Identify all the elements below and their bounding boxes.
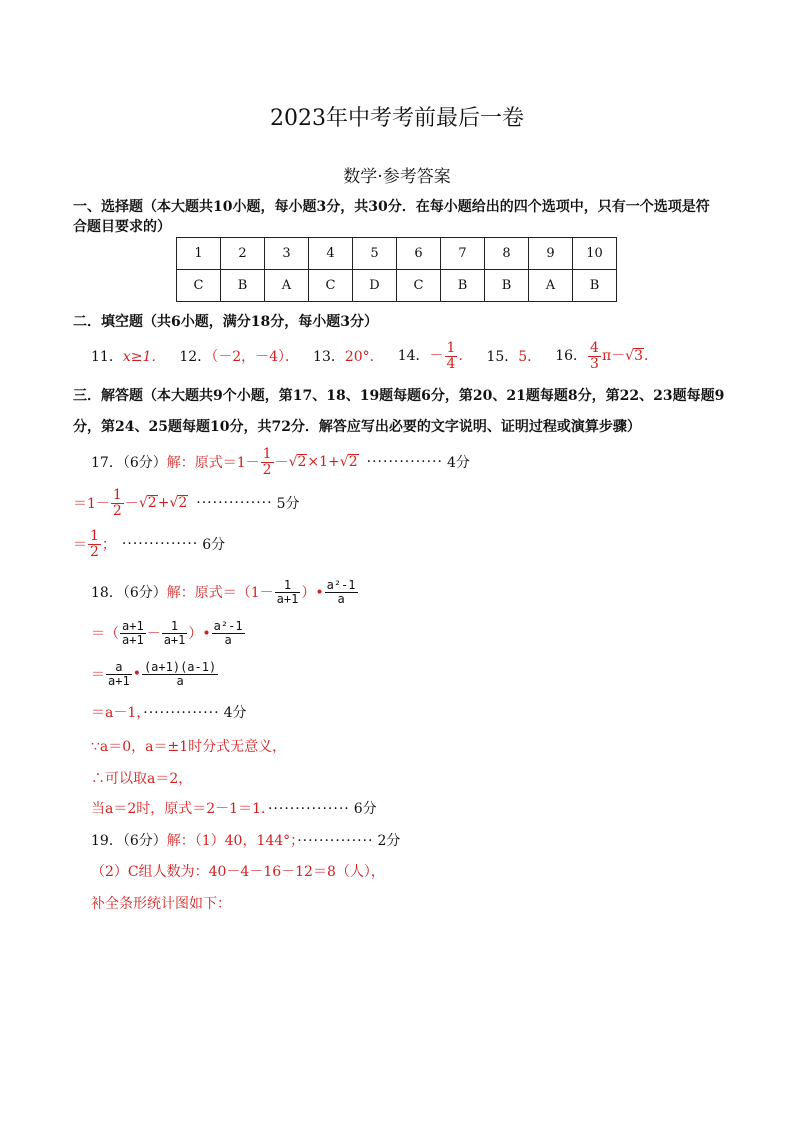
q17-label: 17．（6分） [91, 455, 167, 471]
q18-line7: 当a＝2时，原式＝2－1＝1．··············· 6分 [91, 801, 377, 817]
table-cell: 2 [221, 238, 265, 270]
fraction: $\frac{1}{a+1}$ [163, 618, 186, 647]
table-cell: 1 [177, 238, 221, 270]
fill-item-11: 11．x≥1． [91, 349, 166, 365]
section2-heading: 二．填空题（共6小题，满分18分，每小题3分） [73, 314, 378, 330]
sqrt-sign: √ [339, 454, 349, 470]
fill-item-16: 16． $\frac{4}{3}$ π－√3． [555, 339, 658, 372]
fraction: $\frac{1}{2}$ [90, 527, 99, 560]
table-cell: 6 [397, 238, 441, 270]
fill-item-12: 12．（－2，－4）． [179, 349, 300, 365]
table-cell: A [529, 270, 573, 302]
table-cell: B [221, 270, 265, 302]
answer-table-numbers-row [177, 238, 617, 270]
fill-item-14: 14．－ $\frac{1}{4}$ ． [397, 339, 473, 372]
q19-line1: 19．（6分）解：（1）40，144°；·············· 2分 [91, 833, 401, 849]
sqrt-sign: √ [169, 495, 179, 511]
q18-label: 18．（6分） [91, 585, 167, 601]
table-cell: 9 [529, 238, 573, 270]
section3-heading-cont: 分，第24、25题每题10分，共72分．解答应写出必要的文字说明、证明过程或演算步骤） [73, 419, 641, 435]
answer-table-answers-row [177, 270, 617, 302]
fraction: $\frac{a}{a+1}$ [108, 659, 130, 688]
table-cell: 7 [441, 238, 485, 270]
fraction: $\frac{\text{a²-1}}{a}$ [326, 577, 356, 606]
fraction: $\frac{1}{2}$ [112, 486, 122, 519]
sqrt-sign: √ [625, 348, 635, 364]
q19-line2: （2）C组人数为：40－4－16－12＝8（人）， [91, 864, 385, 880]
table-cell: 10 [573, 238, 617, 270]
table-cell: B [485, 270, 529, 302]
q18-line1: 18．（6分） 解：原式＝（1－ $\frac{1}{a+1}$ ）• $\frac{\text{a²-1}}{a}$ [91, 577, 356, 606]
q19-line3: 补全条形统计图如下： [91, 896, 231, 912]
answer-table [176, 237, 617, 302]
q18-line5: ∵a＝0，a＝±1时分式无意义， [91, 739, 287, 755]
table-cell: 4 [309, 238, 353, 270]
table-cell: B [573, 270, 617, 302]
q17-line3: ＝ $\frac{1}{2}$ ； ·············· 6分 [73, 527, 226, 560]
table-cell: 8 [485, 238, 529, 270]
fraction: $\frac{a+1}{a+1}$ [122, 618, 144, 647]
fraction: $\frac{\text{a²-1}}{a}$ [213, 618, 243, 647]
q19-label: 19．（6分） [91, 833, 167, 849]
fill-item-15: 15．5． [486, 349, 542, 365]
section1-heading: 一、选择题（本大题共10小题，每小题3分，共30分．在每小题给出的四个选项中，只有一个选项是符 [73, 199, 710, 215]
q18-line3: ＝ $\frac{a}{a+1}$ • $\frac{(a+1)(a-1)}{a}$ [91, 659, 217, 688]
page-subtitle: 数学·参考答案 [343, 167, 451, 187]
table-cell: B [441, 270, 485, 302]
q18-line2: ＝（ $\frac{a+1}{a+1}$ － $\frac{1}{a+1}$ ）• $\frac{\text{a²-1}}{a}$ [91, 618, 243, 647]
section1-heading-cont: 合题目要求的） [73, 219, 171, 235]
fill-item-13: 13．20°． [313, 349, 384, 365]
fraction: $\frac{1}{2}$ [262, 445, 272, 478]
table-cell: C [177, 270, 221, 302]
table-cell: A [265, 270, 309, 302]
fraction: $\frac{1}{a+1}$ [276, 577, 299, 606]
sqrt-sign: √ [138, 495, 148, 511]
q18-line6: ∴可以取a＝2， [91, 771, 193, 787]
table-cell: C [397, 270, 441, 302]
table-cell: C [309, 270, 353, 302]
q17-line2: ＝1－ $\frac{1}{2}$ － √ 2 + √ 2 ·············· 5分 [73, 486, 300, 519]
fraction: $\frac{1}{4}$ [446, 339, 456, 372]
page-title: 2023年中考考前最后一卷 [270, 106, 524, 131]
q17-line1: 17．（6分） 解：原式＝1－ $\frac{1}{2}$ － √ 2 ×1+ √ 2 ·············· 4分 [91, 445, 470, 478]
section3-heading: 三．解答题（本大题共9个小题，第17、18、19题每题6分，第20、21题每题8分，第22、23题每题9 [73, 388, 725, 404]
fraction: $\frac{(a+1)(a-1)}{a}$ [143, 659, 217, 688]
q18-line4: ＝a－1，·············· 4分 [91, 705, 247, 721]
fill-answers-row [91, 338, 658, 374]
table-cell: 5 [353, 238, 397, 270]
fraction: $\frac{4}{3}$ [590, 339, 599, 372]
sqrt-sign: √ [288, 454, 298, 470]
table-cell: D [353, 270, 397, 302]
table-cell: 3 [265, 238, 309, 270]
